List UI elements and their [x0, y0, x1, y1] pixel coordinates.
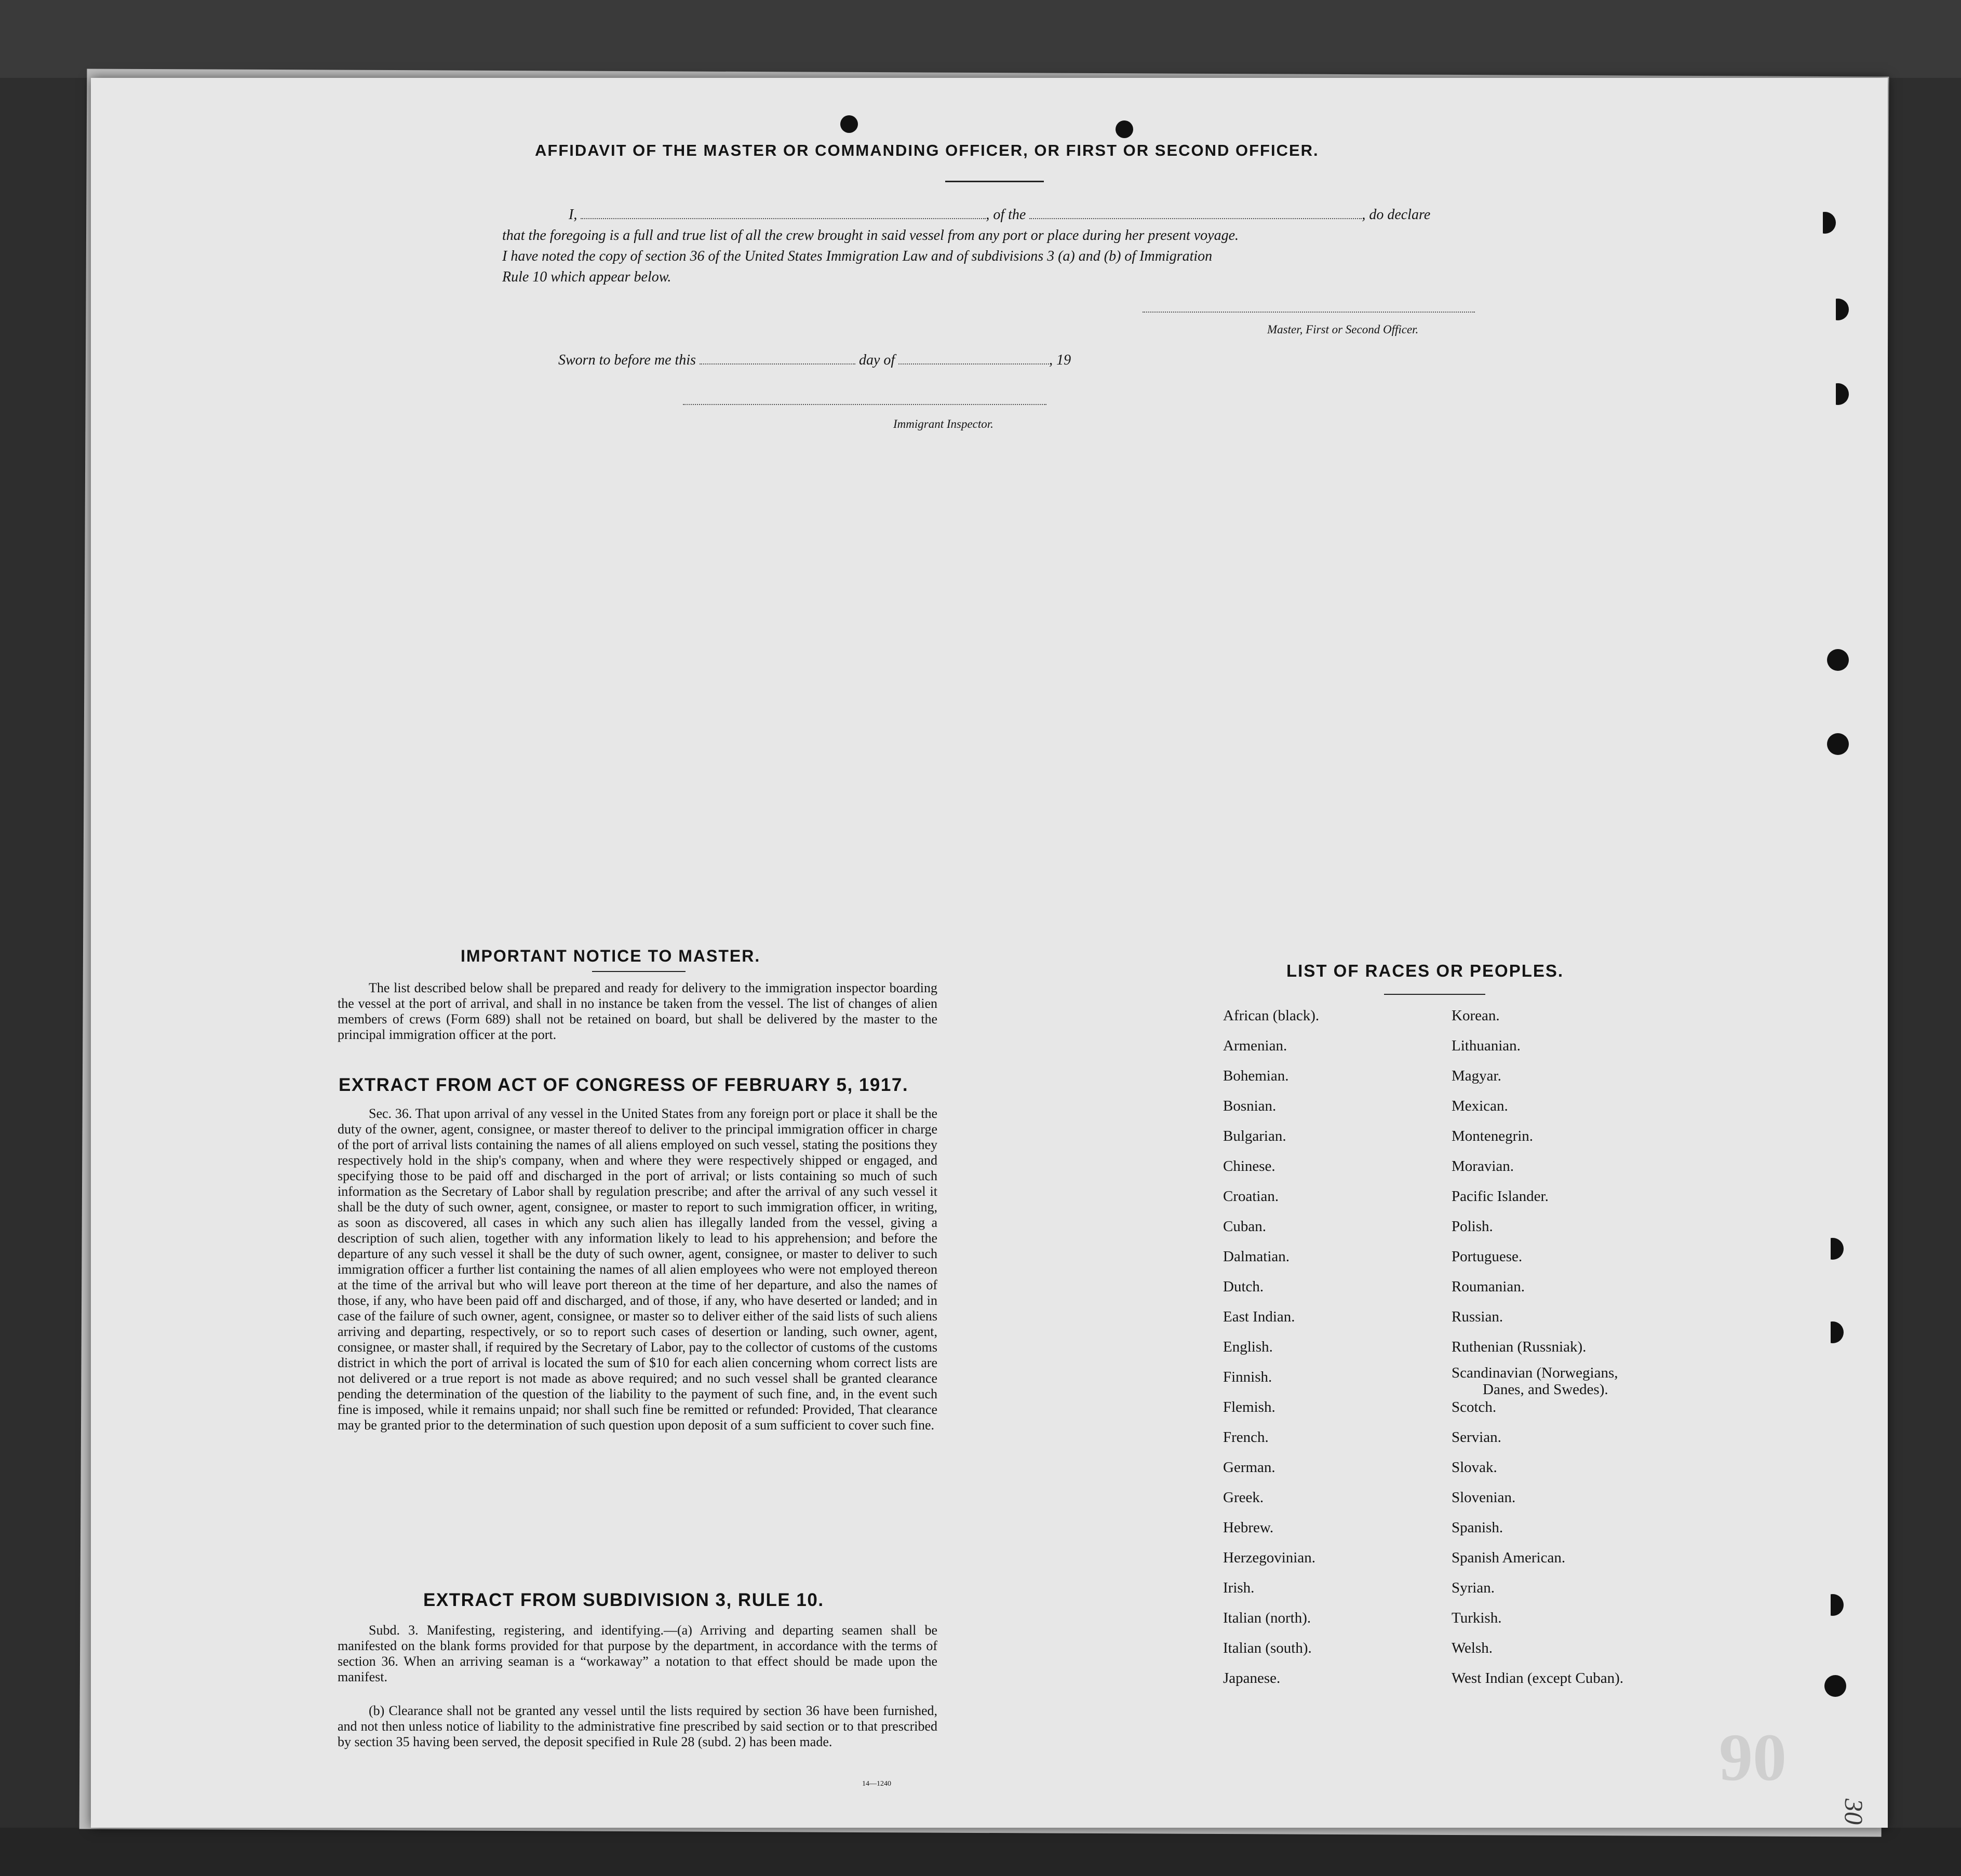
notice-title: IMPORTANT NOTICE TO MASTER.: [461, 947, 761, 965]
binder-hole: [1824, 1675, 1846, 1697]
scanner-backdrop-top: [0, 0, 1961, 78]
race-item: Servian.: [1452, 1429, 1501, 1446]
race-item: German.: [1223, 1459, 1275, 1476]
race-item: Scandinavian (Norwegians,: [1452, 1365, 1618, 1381]
race-item: Chinese.: [1223, 1158, 1275, 1175]
race-item: Flemish.: [1223, 1399, 1275, 1415]
document-page: [91, 78, 1888, 1828]
master-signature-label: Master, First or Second Officer.: [1267, 323, 1419, 336]
race-item: Bulgarian.: [1223, 1128, 1286, 1144]
race-item-continuation: Danes, and Swedes).: [1483, 1381, 1608, 1398]
notice-underline: [592, 971, 686, 972]
race-item: Spanish.: [1452, 1519, 1503, 1536]
race-item: Irish.: [1223, 1580, 1255, 1596]
binder-hole: [1822, 1238, 1844, 1260]
race-item: Croatian.: [1223, 1188, 1279, 1205]
notice-text: The list described below shall be prepared and ready for delivery to the immigration inspector boarding the vessel at the port of arrival, and shall in no instance be taken from the vessel. The list of changes of alien members of crews (Form 689) shall not be retained on board, but shall be delivered by the master to the principal immigration officer at the port.: [338, 980, 937, 1042]
race-item: Ruthenian (Russniak).: [1452, 1339, 1587, 1355]
rule-extract-text-a: Subd. 3. Manifesting, registering, and identifying.—(a) Arriving and departing seamen shall be manifested on the blank forms provided for that purpose by the department, in accordance with the terms of section 36. When an arriving seaman is a “workaway” a notation to that effect should be made upon the manifest.: [338, 1623, 937, 1684]
race-item: Bohemian.: [1223, 1068, 1289, 1084]
race-item: Herzegovinian.: [1223, 1549, 1315, 1566]
race-item: Roumanian.: [1452, 1278, 1525, 1295]
title-underline: [945, 181, 1044, 182]
race-item: French.: [1223, 1429, 1269, 1446]
binder-hole: [1827, 649, 1849, 671]
vessel-blank[interactable]: [1029, 218, 1362, 219]
binder-hole: [1822, 1321, 1844, 1343]
punch-hole: [1116, 120, 1133, 138]
races-title: LIST OF RACES OR PEOPLES.: [1286, 961, 1564, 980]
affidavit-do-declare: , do declare: [1362, 207, 1431, 223]
race-item: Mexican.: [1452, 1098, 1508, 1114]
race-item: Japanese.: [1223, 1670, 1281, 1686]
race-item: Scotch.: [1452, 1399, 1497, 1415]
race-item: English.: [1223, 1339, 1273, 1355]
act-extract-title: EXTRACT FROM ACT OF CONGRESS OF FEBRUARY 5, 1917.: [339, 1075, 909, 1095]
race-item: Italian (north).: [1223, 1610, 1311, 1626]
race-item: Cuban.: [1223, 1218, 1266, 1235]
race-item: Polish.: [1452, 1218, 1493, 1235]
affidavit-i: I,: [569, 207, 577, 223]
races-underline: [1384, 994, 1485, 995]
affidavit-of-the: , of the: [986, 207, 1026, 223]
inspector-signature-label: Immigrant Inspector.: [893, 417, 993, 430]
race-item: East Indian.: [1223, 1308, 1295, 1325]
sworn-text: Sworn to before me this: [558, 352, 696, 368]
race-item: Pacific Islander.: [1452, 1188, 1549, 1205]
race-item: Hebrew.: [1223, 1519, 1274, 1536]
act-extract-text: Sec. 36. That upon arrival of any vessel in the United States from any foreign port or place it shall be the duty of the owner, agent, consignee, or master thereof to deliver to the principal immigration officer in charge of the port of arrival lists containing the names of all aliens employed on such vessel, stating the positions they respectively hold in the ship's company, when and where they were respectively shipped or engaged, and specifying those to be paid off and discharged in the port of arrival; or lists containing so much of such information as the Secretary of Labor shall by regulation prescribe; and after the arrival of any such vessel it shall be the duty of such owner, agent, consignee, or master to report to such immigration officer, in writing, as soon as discovered, all cases in which any such alien has illegally landed from the vessel, giving a description of such alien, together with any information likely to lead to his apprehension; and before the departure of any such vessel it shall be the duty of such owner, agent, consignee, or master to deliver to such immigration officer a further list containing the names of all alien employees who were not employed thereon at the time of the arrival but who will leave port thereon at the time of her departure, and also the names of those, if any, who have been paid off and discharged, and of those, if any, who have deserted or landed; and in case of the failure of such owner, agent, consignee, or master so to deliver either of the said lists of such aliens arriving and departing, respectively, or so to report such cases of desertion or landing, such owner, agent, consignee, or master shall, if required by the Secretary of Labor, pay to the collector of customs of the customs district in which the port of arrival is located the sum of $10 for each alien concerning whom correct lists are not delivered or a true report is not made as above required; and no such vessel shall be granted clearance pending the determination of the question of the liability to the payment of such fine, and, in the event such fine is imposed, while it remains unpaid; nor shall such fine be remitted or refunded: Provided, That clearance may be granted prior to the determination of such question upon deposit of a sum sufficient to cover such fine.: [338, 1106, 937, 1433]
affidavit-line-4: Rule 10 which appear below.: [502, 269, 671, 285]
sworn-month-blank[interactable]: [898, 363, 1049, 365]
race-item: Greek.: [1223, 1489, 1264, 1506]
binder-hole: [1814, 212, 1836, 234]
rule-extract-text-b: (b) Clearance shall not be granted any vessel until the lists required by section 36 have been furnished, and not then unless notice of liability to the administrative fine prescribed by said section or to that prescribed by section 35 having been served, the deposit specified in Rule 28 (subd. 2) has been made.: [338, 1703, 937, 1749]
race-item: Korean.: [1452, 1007, 1500, 1024]
stamp-number: 90: [1719, 1720, 1787, 1795]
sworn-line: [558, 352, 1071, 369]
binder-hole: [1827, 383, 1849, 405]
race-item: Slovak.: [1452, 1459, 1497, 1476]
binder-hole: [1827, 299, 1849, 320]
race-item: Montenegrin.: [1452, 1128, 1534, 1144]
sworn-year: , 19: [1049, 352, 1071, 368]
binder-hole: [1827, 733, 1849, 755]
race-item: Russian.: [1452, 1308, 1503, 1325]
sworn-day-of: day of: [858, 352, 895, 368]
affidavit-title: AFFIDAVIT OF THE MASTER OR COMMANDING OFFICER, OR FIRST OR SECOND OFFICER.: [535, 141, 1319, 159]
race-item: Welsh.: [1452, 1640, 1493, 1656]
race-item: Dalmatian.: [1223, 1248, 1290, 1265]
race-item: West Indian (except Cuban).: [1452, 1670, 1624, 1686]
race-item: Finnish.: [1223, 1369, 1272, 1385]
affidavit-line-3: I have noted the copy of section 36 of the United States Immigration Law and of subdivisions 3 (a) and (b) of Immigration: [502, 248, 1213, 264]
race-item: African (black).: [1223, 1007, 1320, 1024]
master-signature-blank[interactable]: [1143, 312, 1475, 313]
rule-extract-title: EXTRACT FROM SUBDIVISION 3, RULE 10.: [423, 1590, 824, 1610]
race-item: Slovenian.: [1452, 1489, 1516, 1506]
race-item: Italian (south).: [1223, 1640, 1312, 1656]
race-item: Spanish American.: [1452, 1549, 1566, 1566]
race-item: Portuguese.: [1452, 1248, 1523, 1265]
race-item: Lithuanian.: [1452, 1037, 1521, 1054]
race-item: Bosnian.: [1223, 1098, 1277, 1114]
affidavit-line-2: that the foregoing is a full and true list of all the crew brought in said vessel from any port or place during her present voyage.: [502, 227, 1239, 244]
race-item: Magyar.: [1452, 1068, 1501, 1084]
inspector-signature-blank[interactable]: [683, 404, 1046, 405]
punch-hole: [840, 115, 858, 133]
sworn-day-blank[interactable]: [700, 363, 855, 365]
race-item: Dutch.: [1223, 1278, 1264, 1295]
race-item: Syrian.: [1452, 1580, 1495, 1596]
affidavit-declaration-line: [569, 207, 1430, 223]
race-item: Armenian.: [1223, 1037, 1287, 1054]
handwritten-margin-number: 30: [1839, 1799, 1869, 1825]
race-item: Turkish.: [1452, 1610, 1502, 1626]
form-code: 14—1240: [862, 1780, 891, 1788]
binder-hole: [1822, 1594, 1844, 1616]
race-item: Moravian.: [1452, 1158, 1514, 1175]
name-blank[interactable]: [581, 218, 986, 219]
